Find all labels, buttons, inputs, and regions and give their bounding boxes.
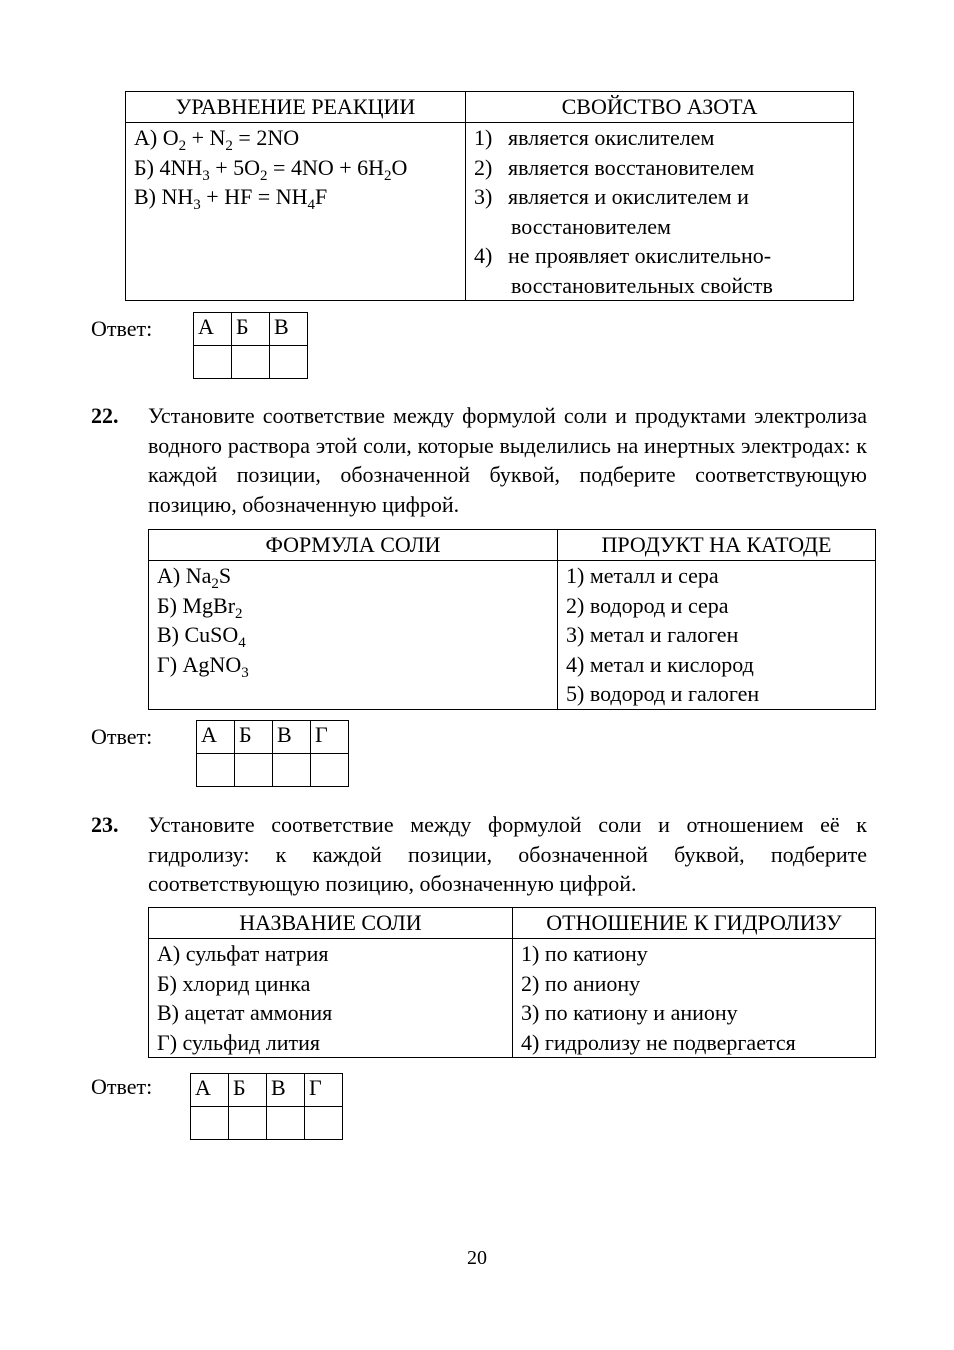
task21-header-equation: УРАВНЕНИЕ РЕАКЦИИ xyxy=(126,92,466,123)
salt-name-row: В) ацетат аммония xyxy=(157,1000,333,1025)
answer-input-cell[interactable] xyxy=(270,346,308,379)
property-item: 2) является восстановителем xyxy=(474,153,845,183)
equation-row: Б) $4NH_3 + 5O_2 = 4NO + 6H_2O$ xyxy=(134,154,408,184)
answer-input-cell[interactable] xyxy=(197,754,235,787)
product-row: 1) металл и сера xyxy=(566,563,719,588)
property-item-continued: восстановителем xyxy=(511,213,671,239)
task22-answer-grid xyxy=(196,720,349,787)
salt-formula-row: В) CuSO$_4$ xyxy=(157,622,246,651)
salt-formula-row: Б) MgBr$_2$ xyxy=(157,592,243,622)
equation-row: В) $NH_3$ + HF = $NH_4F$ xyxy=(134,184,328,213)
task23-header-relation: ОТНОШЕНИЕ К ГИДРОЛИЗУ xyxy=(513,908,876,939)
page-number: 20 xyxy=(467,1247,487,1269)
answer-letter-cell: Г xyxy=(305,1074,343,1107)
property-number: 3) xyxy=(474,184,493,209)
answer-input-cell[interactable] xyxy=(273,754,311,787)
task22-products-cell xyxy=(558,561,876,710)
hydrolysis-relation-row: 4) гидролизу не подвергается xyxy=(521,1029,796,1055)
subscript: 2 xyxy=(178,138,187,154)
answer-letter-cell: Б xyxy=(232,313,270,346)
answer-input-cell[interactable] xyxy=(194,346,232,379)
answer-letter-cell: В xyxy=(270,313,308,346)
subscript: 2 xyxy=(260,167,268,184)
task21-properties-cell xyxy=(466,123,854,301)
task23-number: 23. xyxy=(91,812,119,837)
answer-input-cell[interactable] xyxy=(305,1107,343,1140)
subscript: 3 xyxy=(193,197,201,213)
property-number: 1) xyxy=(474,125,493,150)
task23-header-salt: НАЗВАНИЕ СОЛИ xyxy=(149,908,513,939)
salt-formula-row: Г) AgNO$_3$ xyxy=(157,651,249,681)
task23-relations-cell xyxy=(513,939,876,1058)
salt-name-row: Г) сульфид лития xyxy=(157,1029,321,1055)
answer-letter-cell: Г xyxy=(311,721,349,754)
answer-input-cell[interactable] xyxy=(191,1107,229,1140)
product-row: 4) метал и кислород xyxy=(566,651,754,677)
property-item-continued: восстановительных свойств xyxy=(511,272,773,298)
hydrolysis-relation-row: 1) по катиону xyxy=(521,941,648,966)
subscript: 3 xyxy=(241,664,249,681)
answer-input-cell[interactable] xyxy=(267,1107,305,1140)
task22-text: Установите соответствие между формулой соли и продуктами электролиза водного раствора этой соли, которые выделились на инертных электродах: к каждой позиции, обозначенной буквой, подберите соответствующую позицию, обозначенную цифрой. xyxy=(148,403,867,517)
subscript: 4 xyxy=(307,197,315,213)
equation-row: А) $O_2 + N_2 = 2NO$ xyxy=(134,125,300,154)
product-row: 3) метал и галоген xyxy=(566,622,739,647)
task23-question xyxy=(91,810,867,899)
answer-letter-cell: В xyxy=(267,1074,305,1107)
task23-match-table xyxy=(148,907,876,1058)
answer-input-cell[interactable] xyxy=(235,754,273,787)
answer-letter-cell: В xyxy=(273,721,311,754)
task22-question xyxy=(91,401,867,519)
task23-salts-cell xyxy=(149,939,513,1058)
task22-formulas-cell xyxy=(149,561,558,710)
answer-input-cell[interactable] xyxy=(229,1107,267,1140)
property-item: 4) не проявляет окислительно- xyxy=(474,241,845,271)
subscript: 2 xyxy=(235,605,243,622)
task22-match-table xyxy=(148,529,876,710)
task21-match-table xyxy=(125,91,854,301)
answer-letter-cell: А xyxy=(194,313,232,346)
product-row: 2) водород и сера xyxy=(566,592,729,618)
answer-letter-cell: Б xyxy=(229,1074,267,1107)
hydrolysis-relation-row: 3) по катиону и аниону xyxy=(521,1000,738,1025)
property-number: 4) xyxy=(474,243,493,268)
answer-letter-cell: Б xyxy=(235,721,273,754)
property-item: 1) является окислителем xyxy=(474,123,845,153)
task22-number: 22. xyxy=(91,403,119,428)
subscript: 2 xyxy=(225,138,233,154)
salt-name-row: А) сульфат натрия xyxy=(157,941,329,966)
answer-letter-cell: А xyxy=(191,1074,229,1107)
answer-input-cell[interactable] xyxy=(311,754,349,787)
task23-text: Установите соответствие между формулой соли и отношением её к гидролизу: к каждой позиции, обозначенной буквой, подберите соответствующую позицию, обозначенную цифрой. xyxy=(148,812,867,896)
salt-formula-row: А) $Na_2S$ xyxy=(157,563,232,592)
task22-header-formula: ФОРМУЛА СОЛИ xyxy=(149,530,558,561)
salt-name-row: Б) хлорид цинка xyxy=(157,970,311,996)
task22-answer-label: Ответ: xyxy=(91,724,153,749)
task23-answer-grid xyxy=(190,1073,343,1140)
subscript: 2 xyxy=(211,576,219,592)
task22-header-product: ПРОДУКТ НА КАТОДЕ xyxy=(558,530,876,561)
subscript: 3 xyxy=(202,167,210,184)
task21-header-property: СВОЙСТВО АЗОТА xyxy=(466,92,854,123)
property-item: 3) является и окислителем и xyxy=(474,182,845,212)
task21-answer-grid xyxy=(193,312,308,379)
property-number: 2) xyxy=(474,154,493,180)
hydrolysis-relation-row: 2) по аниону xyxy=(521,970,641,996)
task23-answer-label: Ответ: xyxy=(91,1074,153,1099)
product-row: 5) водород и галоген xyxy=(566,681,760,706)
subscript: 2 xyxy=(384,167,392,184)
task21-equations-cell xyxy=(126,123,466,301)
task21-answer-label: Ответ: xyxy=(91,316,153,341)
answer-input-cell[interactable] xyxy=(232,346,270,379)
answer-letter-cell: А xyxy=(197,721,235,754)
subscript: 4 xyxy=(238,635,246,651)
